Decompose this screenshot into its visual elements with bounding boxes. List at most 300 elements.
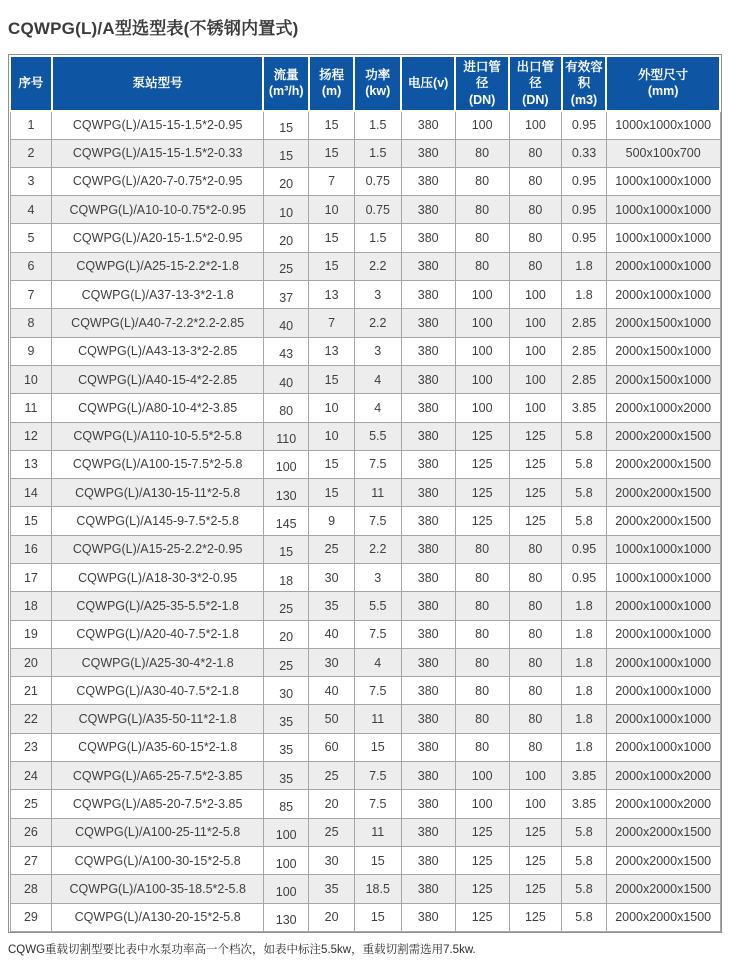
cell-voltage: 380: [401, 224, 455, 252]
cell-outlet: 80: [509, 592, 562, 620]
cell-power: 1.5: [354, 111, 401, 139]
cell-voltage: 380: [401, 281, 455, 309]
column-sub: (m³/h): [268, 84, 304, 99]
cell-inlet: 100: [455, 281, 509, 309]
cell-flow: 40: [263, 365, 308, 393]
cell-model: CQWPG(L)/A25-15-2.2*2-1.8: [52, 252, 264, 280]
cell-inlet: 100: [455, 309, 509, 337]
table-row: [10, 337, 720, 365]
cell-model: CQWPG(L)/A20-7-0.75*2-0.95: [52, 167, 264, 195]
cell-head: 15: [309, 365, 354, 393]
cell-flow: 100: [263, 450, 308, 478]
cell-inlet: 125: [455, 903, 509, 931]
cell-power: 15: [354, 903, 401, 931]
cell-voltage: 380: [401, 196, 455, 224]
cell-head: 15: [309, 479, 354, 507]
cell-model: CQWPG(L)/A40-15-4*2-2.85: [52, 365, 264, 393]
cell-size: 2000x1000x1000: [606, 648, 720, 676]
cell-power: 7.5: [354, 790, 401, 818]
cell-flow: 130: [263, 479, 308, 507]
cell-inlet: 80: [455, 167, 509, 195]
cell-flow: 40: [263, 309, 308, 337]
cell-size: 2000x1000x1000: [606, 733, 720, 761]
cell-outlet: 80: [509, 733, 562, 761]
cell-inlet: 125: [455, 479, 509, 507]
cell-power: 15: [354, 846, 401, 874]
table-row: [10, 281, 720, 309]
cell-flow: 35: [263, 733, 308, 761]
cell-voltage: 380: [401, 252, 455, 280]
cell-flow: 20: [263, 620, 308, 648]
cell-head: 10: [309, 196, 354, 224]
cell-volume: 0.95: [562, 564, 607, 592]
cell-outlet: 80: [509, 648, 562, 676]
cell-seq: 21: [10, 677, 52, 705]
cell-head: 15: [309, 139, 354, 167]
cell-voltage: 380: [401, 818, 455, 846]
cell-seq: 26: [10, 818, 52, 846]
cell-voltage: 380: [401, 365, 455, 393]
table-row: [10, 450, 720, 478]
cell-power: 11: [354, 479, 401, 507]
cell-inlet: 80: [455, 592, 509, 620]
cell-size: 2000x2000x1500: [606, 903, 720, 931]
column-header-model: [52, 56, 264, 111]
cell-model: CQWPG(L)/A43-13-3*2-2.85: [52, 337, 264, 365]
cell-inlet: 100: [455, 790, 509, 818]
cell-power: 7.5: [354, 507, 401, 535]
cell-volume: 5.8: [562, 479, 607, 507]
cell-volume: 0.33: [562, 139, 607, 167]
column-label: 有效容积: [565, 60, 603, 91]
cell-voltage: 380: [401, 846, 455, 874]
cell-volume: 3.85: [562, 790, 607, 818]
cell-inlet: 80: [455, 564, 509, 592]
cell-size: 2000x1500x1000: [606, 337, 720, 365]
cell-head: 7: [309, 309, 354, 337]
column-label: 扬程(m): [319, 68, 345, 99]
cell-inlet: 125: [455, 846, 509, 874]
cell-voltage: 380: [401, 620, 455, 648]
cell-model: CQWPG(L)/A15-15-1.5*2-0.33: [52, 139, 264, 167]
column-header-outlet: [509, 56, 562, 111]
cell-power: 18.5: [354, 875, 401, 903]
cell-inlet: 125: [455, 818, 509, 846]
column-sub: (mm): [647, 84, 679, 99]
cell-head: 30: [309, 846, 354, 874]
table-row: [10, 196, 720, 224]
cell-size: 2000x1000x2000: [606, 394, 720, 422]
cell-outlet: 100: [509, 790, 562, 818]
cell-seq: 18: [10, 592, 52, 620]
cell-volume: 2.85: [562, 337, 607, 365]
column-label: 外型尺寸: [638, 68, 689, 83]
cell-outlet: 100: [509, 337, 562, 365]
cell-flow: 85: [263, 790, 308, 818]
cell-power: 7.5: [354, 677, 401, 705]
cell-voltage: 380: [401, 167, 455, 195]
cell-volume: 0.95: [562, 196, 607, 224]
table-row: [10, 365, 720, 393]
cell-outlet: 80: [509, 677, 562, 705]
cell-size: 2000x2000x1500: [606, 818, 720, 846]
cell-size: 2000x1000x2000: [606, 790, 720, 818]
cell-power: 11: [354, 705, 401, 733]
cell-head: 10: [309, 394, 354, 422]
column-sub: (DN): [522, 92, 549, 107]
table-row: [10, 818, 720, 846]
cell-head: 20: [309, 903, 354, 931]
cell-seq: 17: [10, 564, 52, 592]
cell-flow: 80: [263, 394, 308, 422]
table-row: [10, 846, 720, 874]
cell-seq: 6: [10, 252, 52, 280]
cell-seq: 28: [10, 875, 52, 903]
cell-head: 40: [309, 620, 354, 648]
table-row: [10, 677, 720, 705]
cell-model: CQWPG(L)/A80-10-4*2-3.85: [52, 394, 264, 422]
cell-head: 15: [309, 252, 354, 280]
table-row: [10, 479, 720, 507]
column-header-power: [354, 56, 401, 111]
cell-flow: 15: [263, 535, 308, 563]
table-row: [10, 620, 720, 648]
cell-flow: 20: [263, 224, 308, 252]
cell-model: CQWPG(L)/A10-10-0.75*2-0.95: [52, 196, 264, 224]
cell-flow: 18: [263, 564, 308, 592]
cell-outlet: 125: [509, 875, 562, 903]
cell-inlet: 80: [455, 648, 509, 676]
cell-outlet: 80: [509, 224, 562, 252]
cell-outlet: 125: [509, 422, 562, 450]
column-label: 泵站型号: [132, 76, 183, 91]
cell-outlet: 125: [509, 507, 562, 535]
table-row: [10, 394, 720, 422]
cell-head: 25: [309, 535, 354, 563]
cell-model: CQWPG(L)/A130-20-15*2-5.8: [52, 903, 264, 931]
cell-head: 13: [309, 281, 354, 309]
cell-voltage: 380: [401, 648, 455, 676]
cell-model: CQWPG(L)/A85-20-7.5*2-3.85: [52, 790, 264, 818]
cell-model: CQWPG(L)/A130-15-11*2-5.8: [52, 479, 264, 507]
cell-voltage: 380: [401, 592, 455, 620]
cell-head: 15: [309, 224, 354, 252]
table-row: [10, 592, 720, 620]
cell-voltage: 380: [401, 733, 455, 761]
cell-volume: 0.95: [562, 167, 607, 195]
cell-model: CQWPG(L)/A40-7-2.2*2.2-2.85: [52, 309, 264, 337]
cell-volume: 2.85: [562, 365, 607, 393]
cell-inlet: 125: [455, 875, 509, 903]
cell-power: 11: [354, 818, 401, 846]
cell-model: CQWPG(L)/A30-40-7.5*2-1.8: [52, 677, 264, 705]
cell-model: CQWPG(L)/A25-30-4*2-1.8: [52, 648, 264, 676]
table-row: [10, 535, 720, 563]
cell-head: 15: [309, 111, 354, 139]
table-row: [10, 648, 720, 676]
cell-seq: 9: [10, 337, 52, 365]
table-row: [10, 111, 720, 139]
cell-seq: 27: [10, 846, 52, 874]
cell-head: 35: [309, 875, 354, 903]
cell-volume: 5.8: [562, 875, 607, 903]
cell-size: 2000x1000x1000: [606, 252, 720, 280]
cell-outlet: 100: [509, 394, 562, 422]
table-row: [10, 224, 720, 252]
footnote: CQWG重载切割型要比表中水泵功率高一个档次，如表中标注5.5kw，重载切割需选用7.5kw.: [8, 943, 476, 956]
cell-voltage: 380: [401, 394, 455, 422]
cell-inlet: 80: [455, 733, 509, 761]
cell-inlet: 80: [455, 224, 509, 252]
cell-flow: 35: [263, 705, 308, 733]
column-header-inlet: [455, 56, 509, 111]
table-row: [10, 564, 720, 592]
cell-head: 25: [309, 762, 354, 790]
cell-volume: 5.8: [562, 507, 607, 535]
cell-volume: 1.8: [562, 620, 607, 648]
cell-power: 7.5: [354, 450, 401, 478]
cell-seq: 8: [10, 309, 52, 337]
cell-inlet: 100: [455, 111, 509, 139]
cell-voltage: 380: [401, 337, 455, 365]
cell-inlet: 125: [455, 450, 509, 478]
cell-size: 2000x1500x1000: [606, 365, 720, 393]
cell-size: 2000x1000x1000: [606, 677, 720, 705]
cell-seq: 13: [10, 450, 52, 478]
column-label: 功率(kw): [365, 68, 391, 99]
cell-outlet: 125: [509, 818, 562, 846]
cell-power: 2.2: [354, 252, 401, 280]
cell-size: 1000x1000x1000: [606, 111, 720, 139]
cell-seq: 2: [10, 139, 52, 167]
page-title: CQWPG(L)/A型选型表(不锈钢内置式): [8, 19, 299, 38]
cell-size: 1000x1000x1000: [606, 535, 720, 563]
cell-power: 15: [354, 733, 401, 761]
cell-inlet: 80: [455, 535, 509, 563]
cell-power: 2.2: [354, 535, 401, 563]
cell-volume: 5.8: [562, 903, 607, 931]
cell-power: 0.75: [354, 196, 401, 224]
cell-flow: 110: [263, 422, 308, 450]
cell-power: 7.5: [354, 620, 401, 648]
cell-size: 2000x2000x1500: [606, 450, 720, 478]
cell-model: CQWPG(L)/A37-13-3*2-1.8: [52, 281, 264, 309]
column-label: 流量: [273, 68, 299, 83]
cell-size: 2000x1500x1000: [606, 309, 720, 337]
column-label: 进口管径: [463, 60, 501, 91]
cell-flow: 25: [263, 592, 308, 620]
cell-voltage: 380: [401, 705, 455, 733]
cell-model: CQWPG(L)/A100-15-7.5*2-5.8: [52, 450, 264, 478]
table-row: [10, 875, 720, 903]
cell-inlet: 100: [455, 394, 509, 422]
cell-voltage: 380: [401, 422, 455, 450]
cell-volume: 1.8: [562, 677, 607, 705]
cell-outlet: 125: [509, 846, 562, 874]
cell-inlet: 100: [455, 337, 509, 365]
table-row: [10, 790, 720, 818]
column-header-volume: [562, 56, 607, 111]
cell-seq: 23: [10, 733, 52, 761]
cell-flow: 25: [263, 648, 308, 676]
cell-model: CQWPG(L)/A18-30-3*2-0.95: [52, 564, 264, 592]
cell-volume: 0.95: [562, 111, 607, 139]
table-row: [10, 733, 720, 761]
table-row: [10, 139, 720, 167]
cell-power: 1.5: [354, 224, 401, 252]
cell-flow: 145: [263, 507, 308, 535]
cell-seq: 5: [10, 224, 52, 252]
table-row: [10, 422, 720, 450]
cell-seq: 22: [10, 705, 52, 733]
cell-flow: 10: [263, 196, 308, 224]
cell-seq: 16: [10, 535, 52, 563]
cell-inlet: 80: [455, 196, 509, 224]
cell-inlet: 125: [455, 422, 509, 450]
cell-head: 40: [309, 677, 354, 705]
table-header: [10, 56, 720, 111]
table-row: [10, 507, 720, 535]
cell-outlet: 80: [509, 705, 562, 733]
cell-seq: 7: [10, 281, 52, 309]
table-body: [10, 111, 720, 932]
cell-flow: 15: [263, 139, 308, 167]
cell-voltage: 380: [401, 139, 455, 167]
cell-inlet: 125: [455, 507, 509, 535]
cell-power: 1.5: [354, 139, 401, 167]
cell-outlet: 80: [509, 564, 562, 592]
cell-volume: 1.8: [562, 705, 607, 733]
cell-inlet: 80: [455, 620, 509, 648]
cell-voltage: 380: [401, 111, 455, 139]
column-header-voltage: [401, 56, 455, 111]
cell-flow: 100: [263, 818, 308, 846]
cell-size: 2000x1000x1000: [606, 705, 720, 733]
cell-size: 1000x1000x1000: [606, 167, 720, 195]
cell-volume: 1.8: [562, 733, 607, 761]
cell-head: 60: [309, 733, 354, 761]
cell-volume: 3.85: [562, 762, 607, 790]
cell-seq: 25: [10, 790, 52, 818]
cell-inlet: 80: [455, 677, 509, 705]
cell-outlet: 80: [509, 167, 562, 195]
cell-outlet: 100: [509, 309, 562, 337]
cell-voltage: 380: [401, 790, 455, 818]
cell-seq: 12: [10, 422, 52, 450]
cell-model: CQWPG(L)/A35-60-15*2-1.8: [52, 733, 264, 761]
cell-flow: 30: [263, 677, 308, 705]
cell-model: CQWPG(L)/A100-25-11*2-5.8: [52, 818, 264, 846]
cell-seq: 15: [10, 507, 52, 535]
cell-flow: 43: [263, 337, 308, 365]
cell-outlet: 100: [509, 281, 562, 309]
cell-flow: 130: [263, 903, 308, 931]
cell-seq: 14: [10, 479, 52, 507]
cell-seq: 3: [10, 167, 52, 195]
cell-flow: 25: [263, 252, 308, 280]
column-sub: (DN): [468, 92, 496, 107]
cell-volume: 5.8: [562, 846, 607, 874]
header-row: [10, 56, 720, 111]
cell-voltage: 380: [401, 479, 455, 507]
cell-size: 2000x2000x1500: [606, 875, 720, 903]
table-row: [10, 252, 720, 280]
column-header-flow: [263, 56, 308, 111]
cell-voltage: 380: [401, 762, 455, 790]
cell-outlet: 100: [509, 111, 562, 139]
cell-flow: 37: [263, 281, 308, 309]
cell-seq: 29: [10, 903, 52, 931]
cell-volume: 5.8: [562, 818, 607, 846]
cell-size: 2000x1000x2000: [606, 762, 720, 790]
cell-power: 0.75: [354, 167, 401, 195]
cell-size: 2000x2000x1500: [606, 846, 720, 874]
selection-table: [9, 55, 721, 932]
cell-flow: 15: [263, 111, 308, 139]
cell-inlet: 100: [455, 365, 509, 393]
cell-model: CQWPG(L)/A110-10-5.5*2-5.8: [52, 422, 264, 450]
cell-power: 4: [354, 365, 401, 393]
cell-power: 5.5: [354, 592, 401, 620]
cell-model: CQWPG(L)/A20-40-7.5*2-1.8: [52, 620, 264, 648]
cell-head: 30: [309, 564, 354, 592]
column-label: 出口管径: [516, 60, 555, 91]
cell-volume: 5.8: [562, 422, 607, 450]
table-row: [10, 705, 720, 733]
cell-model: CQWPG(L)/A20-15-1.5*2-0.95: [52, 224, 264, 252]
cell-model: CQWPG(L)/A65-25-7.5*2-3.85: [52, 762, 264, 790]
cell-outlet: 100: [509, 762, 562, 790]
cell-power: 2.2: [354, 309, 401, 337]
cell-size: 1000x1000x1000: [606, 564, 720, 592]
cell-seq: 4: [10, 196, 52, 224]
cell-flow: 100: [263, 875, 308, 903]
cell-outlet: 125: [509, 479, 562, 507]
cell-power: 4: [354, 394, 401, 422]
cell-outlet: 80: [509, 139, 562, 167]
cell-head: 30: [309, 648, 354, 676]
cell-voltage: 380: [401, 535, 455, 563]
cell-volume: 1.8: [562, 648, 607, 676]
cell-size: 2000x1000x1000: [606, 592, 720, 620]
cell-size: 2000x2000x1500: [606, 507, 720, 535]
cell-size: 1000x1000x1000: [606, 196, 720, 224]
table-row: [10, 762, 720, 790]
cell-volume: 1.8: [562, 281, 607, 309]
cell-size: 2000x1000x1000: [606, 281, 720, 309]
cell-seq: 19: [10, 620, 52, 648]
column-header-seq: [10, 56, 52, 111]
column-header-size: [606, 56, 720, 111]
table-row: [10, 903, 720, 931]
cell-head: 20: [309, 790, 354, 818]
cell-model: CQWPG(L)/A15-25-2.2*2-0.95: [52, 535, 264, 563]
cell-flow: 20: [263, 167, 308, 195]
cell-inlet: 80: [455, 252, 509, 280]
column-header-head: [309, 56, 354, 111]
cell-head: 35: [309, 592, 354, 620]
cell-voltage: 380: [401, 564, 455, 592]
column-label: 电压(v): [408, 76, 449, 91]
column-label: 序号: [18, 76, 44, 91]
cell-volume: 0.95: [562, 535, 607, 563]
cell-head: 10: [309, 422, 354, 450]
cell-inlet: 100: [455, 762, 509, 790]
cell-power: 3: [354, 337, 401, 365]
cell-voltage: 380: [401, 875, 455, 903]
cell-seq: 1: [10, 111, 52, 139]
cell-outlet: 80: [509, 535, 562, 563]
